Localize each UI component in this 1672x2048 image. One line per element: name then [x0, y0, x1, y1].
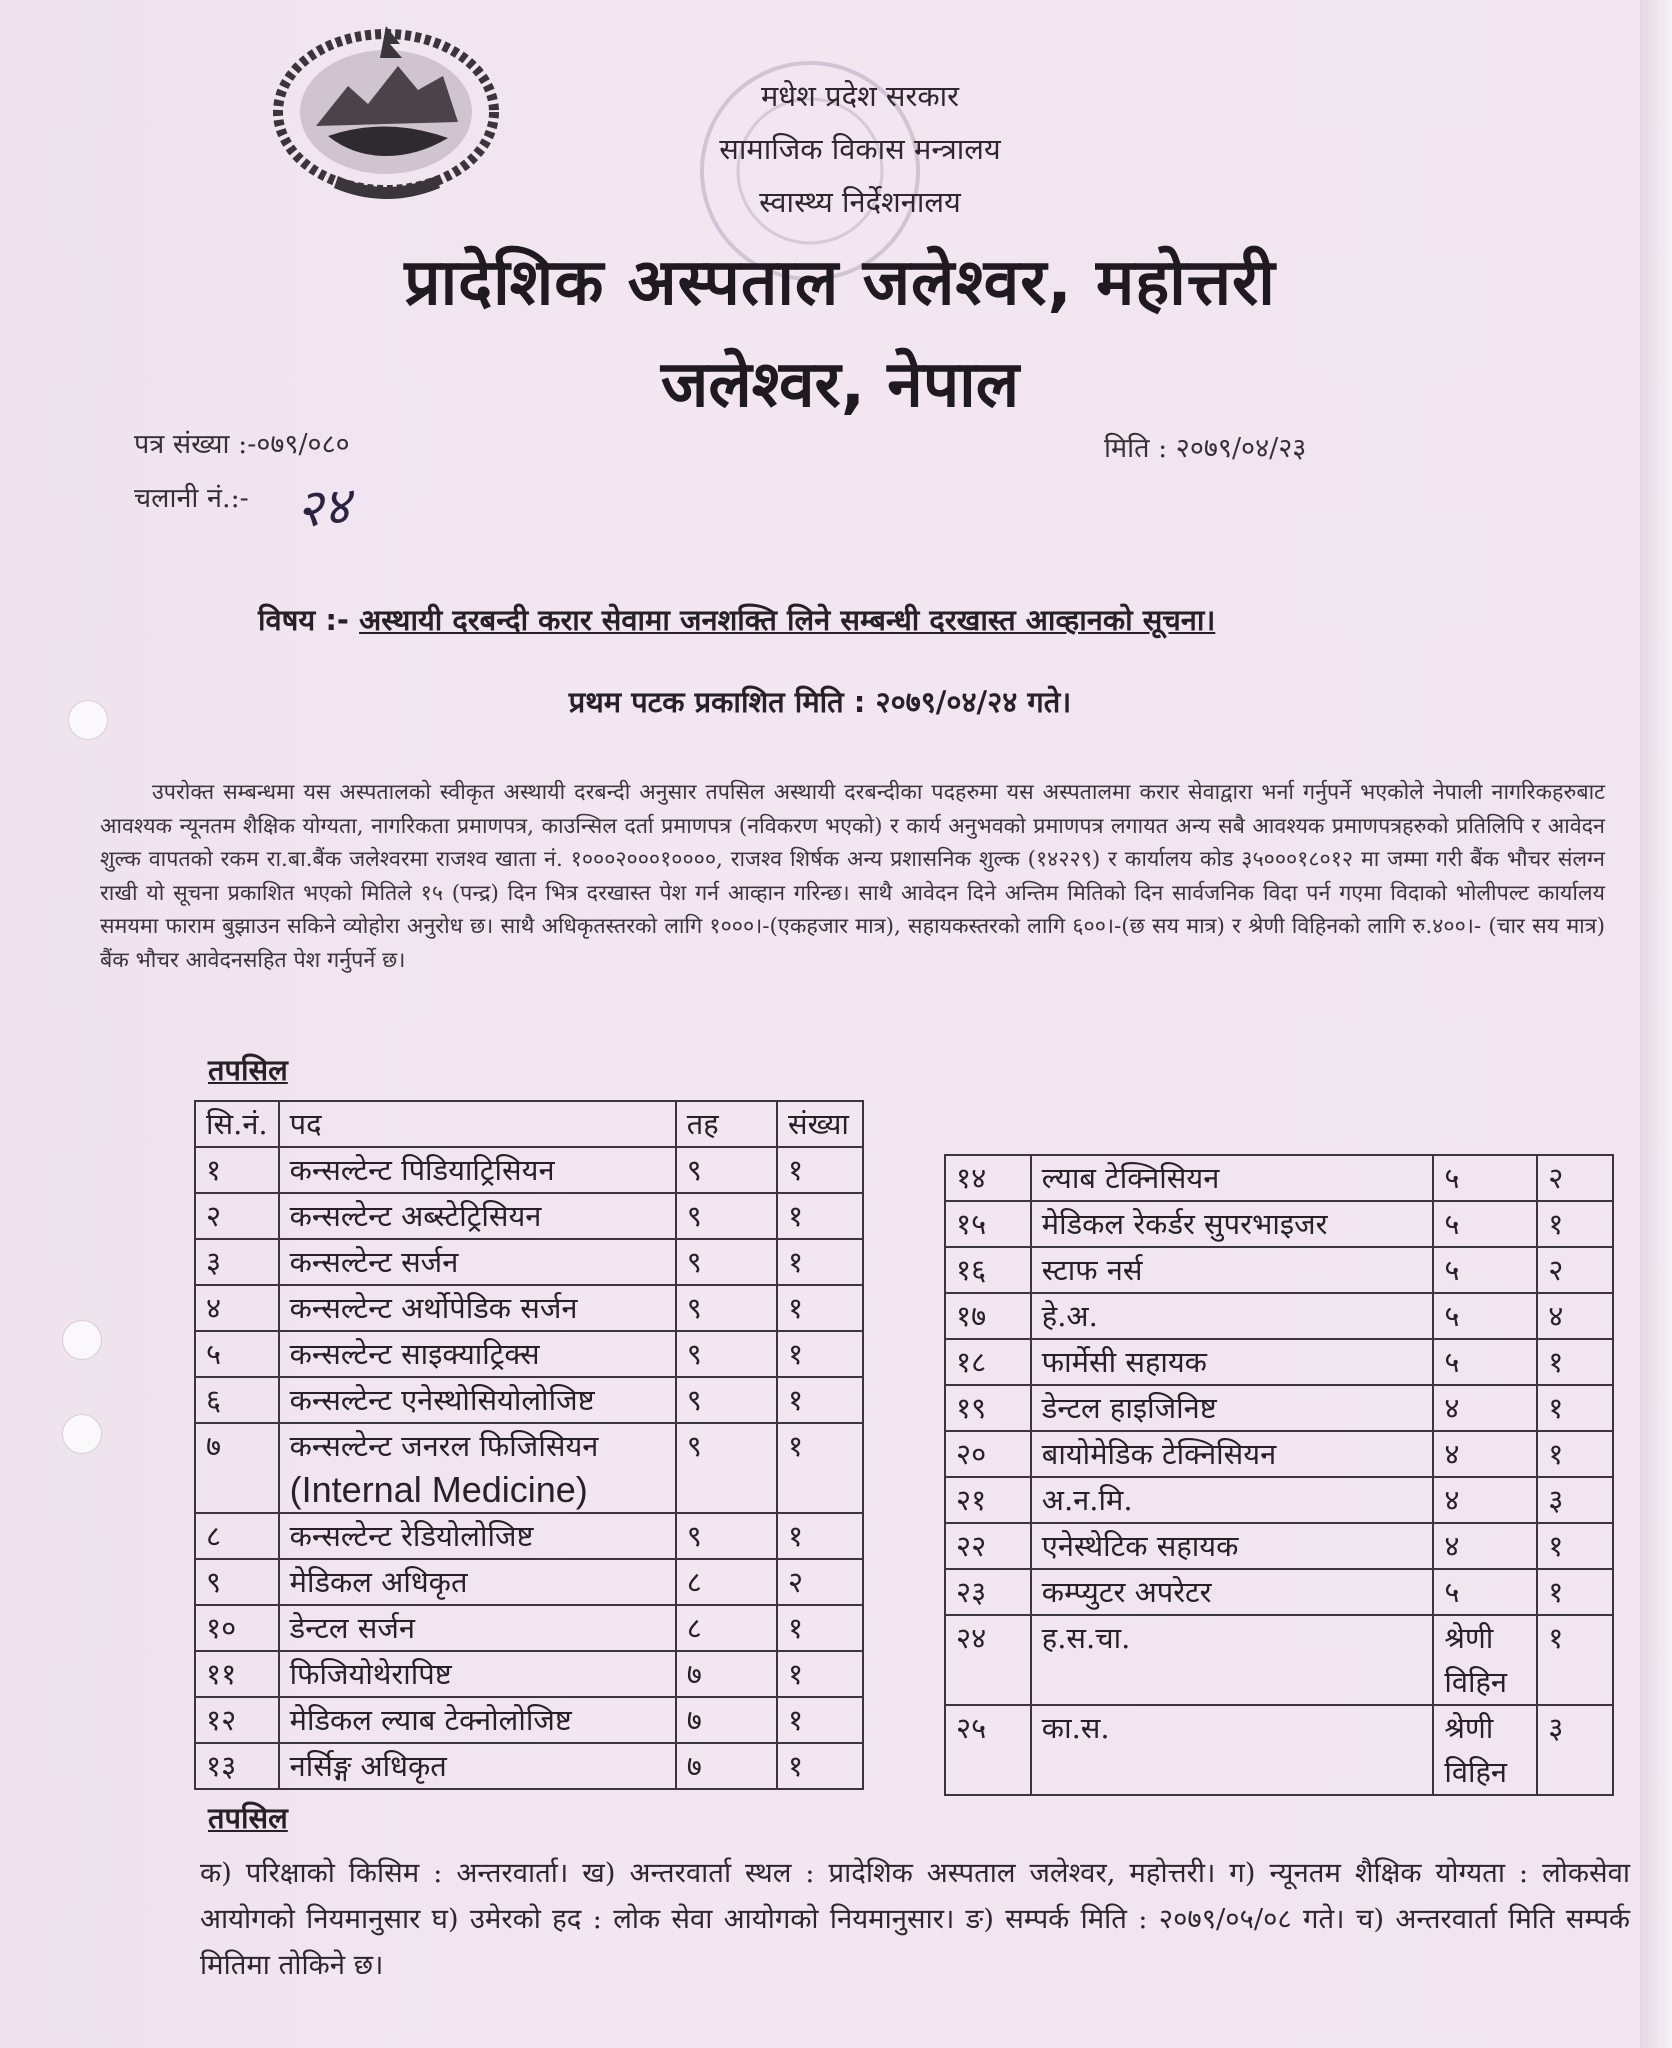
- cell-level: [676, 1239, 777, 1285]
- footer-details: क) परिक्षाको किसिम : अन्तरवार्ता। ख) अन्तरवार्ता स्थल : प्रादेशिक अस्पताल जलेश्वर, महोत्तरी। ग) न्यूनतम शैक्षिक योग्यता : लोकसेवा आयोगको नियमानुसार घ) उमेरको हद : लोक सेवा आयोगको नियमानुसार। ङ) सम्पर्क मिति : २०७९/०५/०८ गते। च) अन्तरवार्ता मिति सम्पर्क मितिमा तोकिने छ।: [200, 1857, 1630, 1981]
- cell-level: [1433, 1569, 1537, 1615]
- cell-count: २: [1537, 1247, 1613, 1293]
- cell-count: १: [1537, 1385, 1613, 1431]
- cell-count: १: [777, 1147, 863, 1193]
- post-name: अ.न.मि.: [1041, 1483, 1133, 1517]
- cell-sn: १०: [195, 1605, 279, 1651]
- page-edge: [1640, 0, 1672, 2048]
- header-count: संख्या: [777, 1101, 863, 1147]
- cell-level: [1433, 1201, 1537, 1247]
- cell-sn: ४: [195, 1285, 279, 1331]
- level-value: ५: [1444, 1299, 1460, 1333]
- subject-text: अस्थायी दरबन्दी करार सेवामा जनशक्ति लिने सम्बन्धी दरखास्त आव्हानको सूचना।: [359, 603, 1216, 637]
- level-value: ९: [686, 1153, 702, 1187]
- footer-heading: तपसिल: [208, 1801, 288, 1835]
- cell-sn: ७: [195, 1423, 279, 1513]
- post-name: नर्सिङ्ग अधिकृत: [289, 1749, 447, 1783]
- cell-sn: ११: [195, 1651, 279, 1697]
- level-value: ९: [686, 1337, 702, 1371]
- post-name: फिजियोथेरापिष्ट: [289, 1657, 452, 1691]
- cell-post: [1031, 1477, 1434, 1523]
- cell-level: [1433, 1705, 1537, 1795]
- cell-sn: ५: [195, 1331, 279, 1377]
- post-name: मेडिकल रेकर्डर सुपरभाइजर: [1041, 1207, 1328, 1241]
- table-row: [945, 1247, 1613, 1293]
- header-post: पद: [279, 1101, 676, 1147]
- post-name: एनेस्थेटिक सहायक: [1041, 1529, 1239, 1563]
- punch-hole: [62, 1320, 102, 1360]
- post-name-extra: (Internal Medicine): [289, 1469, 588, 1510]
- dispatch-number-handwritten: २४: [294, 476, 353, 540]
- cell-level: [1433, 1523, 1537, 1569]
- header-level: तह: [676, 1101, 777, 1147]
- cell-count: १: [777, 1743, 863, 1789]
- cell-count: १: [1537, 1201, 1613, 1247]
- level-value: ४: [1444, 1391, 1460, 1425]
- post-name: डेन्टल हाइजिनिष्ट: [1041, 1391, 1217, 1425]
- office-line-directorate: स्वास्थ्य निर्देशनालय: [759, 185, 961, 219]
- cell-level: [676, 1147, 777, 1193]
- table-row: [195, 1651, 863, 1697]
- notice-date: मिति : २०७९/०४/२३: [1104, 433, 1307, 464]
- cell-count: १: [777, 1697, 863, 1743]
- cell-post: [279, 1285, 676, 1331]
- cell-post: [1031, 1339, 1434, 1385]
- level-value: ९: [686, 1429, 702, 1463]
- cell-post: [1031, 1523, 1434, 1569]
- table-row: [945, 1155, 1613, 1201]
- cell-count: ३: [1537, 1705, 1613, 1795]
- cell-sn: १६: [945, 1247, 1031, 1293]
- cell-count: १: [777, 1331, 863, 1377]
- post-name: कन्सल्टेन्ट सर्जन: [289, 1245, 459, 1279]
- cell-post: [279, 1193, 676, 1239]
- post-name: ह.स.चा.: [1041, 1621, 1131, 1655]
- table-row: [945, 1201, 1613, 1247]
- table-row: [195, 1513, 863, 1559]
- cell-post: [279, 1147, 676, 1193]
- cell-post: [1031, 1201, 1434, 1247]
- letter-number: पत्र संख्या :-०७९/०८०: [134, 429, 350, 460]
- post-name: कम्प्युटर अपरेटर: [1041, 1575, 1212, 1609]
- hospital-title: प्रादेशिक अस्पताल जलेश्वर, महोत्तरी: [404, 246, 1276, 320]
- level-value: ५: [1444, 1161, 1460, 1195]
- office-line-ministry: सामाजिक विकास मन्त्रालय: [719, 132, 1001, 166]
- post-name: ल्याब टेक्निसियन: [1041, 1161, 1220, 1195]
- level-value: श्रेणी: [1444, 1621, 1494, 1655]
- cell-post: [1031, 1431, 1434, 1477]
- post-name: स्टाफ नर्स: [1041, 1253, 1143, 1287]
- cell-sn: ८: [195, 1513, 279, 1559]
- cell-level: [676, 1559, 777, 1605]
- cell-sn: १४: [945, 1155, 1031, 1201]
- cell-sn: १७: [945, 1293, 1031, 1339]
- table-row: [195, 1559, 863, 1605]
- post-name: हे.अ.: [1041, 1299, 1098, 1333]
- cell-count: १: [777, 1377, 863, 1423]
- table-row: [945, 1523, 1613, 1569]
- post-name: कन्सल्टेन्ट रेडियोलोजिष्ट: [289, 1519, 534, 1553]
- cell-post: [279, 1239, 676, 1285]
- cell-count: १: [777, 1285, 863, 1331]
- notice-body: उपरोक्त सम्बन्धमा यस अस्पतालको स्वीकृत अस्थायी दरबन्दी अनुसार तपसिल अस्थायी दरबन्दीका पदहरुमा यस अस्पतालमा करार सेवाद्वारा भर्ना गर्नुपर्ने भएकोले नेपाली नागरिकहरुबाट आवश्यक न्यूनतम शैक्षिक योग्यता, नागरिकता प्रमाणपत्र, काउन्सिल दर्ता प्रमाणपत्र (नविकरण भएको) र कार्य अनुभवको प्रमाणपत्र लगायत अन्य सबै आवश्यक प्रमाणपत्रहरुको प्रतिलिपि र आवेदन शुल्क वापतको रकम रा.बा.बैंक जलेश्वरमा राजश्व खाता नं. १०००२०००१००००, राजश्व शिर्षक अन्य प्रशासनिक शुल्क (१४२२९) र कार्यालय कोड ३५०००१८०१२ मा जम्मा गरी बैंक भौचर संलग्न राखी यो सूचना प्रकाशित भएको मितिले १५ (पन्द्र) दिन भित्र दरखास्त पेश गर्न आव्हान गरिन्छ। साथै आवेदन दिने अन्तिम मितिको दिन सार्वजनिक विदा पर्न गएमा विदाको भोलीपल्ट कार्यालय समयमा फाराम बुझाउन सकिने व्योहोरा अनुरोध छ। साथै अधिकृतस्तरको लागि १०००।-(एकहजार मात्र), सहायकस्तरको लागि ६००।-(छ सय मात्र) र श्रेणी विहिनको लागि रु.४००।- (चार सय मात्र) बैंक भौचर आवेदनसहित पेश गर्नुपर्ने छ।: [100, 780, 1605, 973]
- government-emblem-icon: [268, 16, 504, 200]
- cell-count: १: [777, 1193, 863, 1239]
- cell-post: [279, 1697, 676, 1743]
- cell-post: [1031, 1155, 1434, 1201]
- dispatch-number-label: चलानी नं.:-: [134, 483, 249, 514]
- cell-sn: ९: [195, 1559, 279, 1605]
- table-row: [195, 1239, 863, 1285]
- cell-sn: ३: [195, 1239, 279, 1285]
- level-value: ५: [1444, 1345, 1460, 1379]
- cell-level: [676, 1513, 777, 1559]
- post-name: मेडिकल अधिकृत: [289, 1565, 468, 1599]
- cell-level: [676, 1651, 777, 1697]
- cell-level: [676, 1743, 777, 1789]
- cell-post: [279, 1423, 676, 1513]
- level-value: ७: [686, 1657, 702, 1691]
- cell-post: [1031, 1569, 1434, 1615]
- cell-sn: १८: [945, 1339, 1031, 1385]
- level-value: ९: [686, 1383, 702, 1417]
- cell-level: [676, 1697, 777, 1743]
- post-name: कन्सल्टेन्ट अब्स्टेट्रिसियन: [289, 1199, 542, 1233]
- header-sn: सि.नं.: [195, 1101, 279, 1147]
- posts-table-left: [194, 1100, 864, 1790]
- level-value: ४: [1444, 1483, 1460, 1517]
- cell-post: [1031, 1293, 1434, 1339]
- cell-count: १: [777, 1605, 863, 1651]
- level-value: श्रेणी: [1444, 1711, 1494, 1745]
- table-row: [195, 1423, 863, 1513]
- cell-post: [279, 1559, 676, 1605]
- cell-sn: २३: [945, 1569, 1031, 1615]
- post-name: बायोमेडिक टेक्निसियन: [1041, 1437, 1277, 1471]
- cell-sn: १९: [945, 1385, 1031, 1431]
- post-name: फार्मेसी सहायक: [1041, 1345, 1207, 1379]
- cell-level: [676, 1377, 777, 1423]
- cell-count: ३: [1537, 1477, 1613, 1523]
- cell-post: [279, 1743, 676, 1789]
- cell-post: [279, 1377, 676, 1423]
- cell-sn: २४: [945, 1615, 1031, 1705]
- level-value-line2: विहिन: [1444, 1665, 1507, 1699]
- cell-level: [1433, 1385, 1537, 1431]
- cell-sn: १५: [945, 1201, 1031, 1247]
- office-line-government: मधेश प्रदेश सरकार: [760, 79, 960, 113]
- level-value: ५: [1444, 1575, 1460, 1609]
- post-name: कन्सल्टेन्ट साइक्याट्रिक्स: [289, 1337, 540, 1371]
- level-value: ७: [686, 1703, 702, 1737]
- post-name: कन्सल्टेन्ट एनेस्थोसियोलोजिष्ट: [289, 1383, 595, 1417]
- office-hierarchy: [640, 70, 1080, 229]
- level-value: ५: [1444, 1207, 1460, 1241]
- cell-level: [1433, 1339, 1537, 1385]
- cell-level: [1433, 1155, 1537, 1201]
- subject-line: [258, 600, 1215, 639]
- table-row: [945, 1293, 1613, 1339]
- cell-post: [279, 1605, 676, 1651]
- cell-sn: २: [195, 1193, 279, 1239]
- cell-count: २: [1537, 1155, 1613, 1201]
- cell-sn: १३: [195, 1743, 279, 1789]
- cell-count: १: [1537, 1339, 1613, 1385]
- table-row: [945, 1385, 1613, 1431]
- cell-sn: १२: [195, 1697, 279, 1743]
- cell-count: ४: [1537, 1293, 1613, 1339]
- cell-count: १: [1537, 1431, 1613, 1477]
- cell-count: १: [1537, 1569, 1613, 1615]
- level-value: ४: [1444, 1529, 1460, 1563]
- cell-sn: २२: [945, 1523, 1031, 1569]
- cell-sn: ६: [195, 1377, 279, 1423]
- cell-count: १: [777, 1423, 863, 1513]
- table-row: [195, 1605, 863, 1651]
- level-value: ९: [686, 1199, 702, 1233]
- table-row: [945, 1339, 1613, 1385]
- cell-post: [279, 1513, 676, 1559]
- cell-count: १: [777, 1513, 863, 1559]
- hospital-location: जलेश्वर, नेपाल: [660, 348, 1020, 422]
- cell-post: [1031, 1385, 1434, 1431]
- cell-level: [1433, 1615, 1537, 1705]
- level-value: ५: [1444, 1253, 1460, 1287]
- table-row: [945, 1569, 1613, 1615]
- cell-post: [1031, 1615, 1434, 1705]
- table-header-row: [195, 1101, 863, 1147]
- post-name: कन्सल्टेन्ट पिडियाट्रिसियन: [289, 1153, 555, 1187]
- cell-level: [676, 1423, 777, 1513]
- cell-post: [279, 1651, 676, 1697]
- cell-post: [1031, 1705, 1434, 1795]
- cell-sn: २०: [945, 1431, 1031, 1477]
- punch-hole: [62, 1414, 102, 1454]
- table-row: [945, 1431, 1613, 1477]
- cell-count: १: [1537, 1615, 1613, 1705]
- table-row: [195, 1377, 863, 1423]
- cell-post: [279, 1331, 676, 1377]
- cell-sn: २१: [945, 1477, 1031, 1523]
- table-row: [195, 1193, 863, 1239]
- cell-sn: २५: [945, 1705, 1031, 1795]
- post-name: कन्सल्टेन्ट अर्थोपेडिक सर्जन: [289, 1291, 578, 1325]
- table-row: [195, 1147, 863, 1193]
- level-value: ९: [686, 1291, 702, 1325]
- table-row: [195, 1697, 863, 1743]
- table-row: [195, 1331, 863, 1377]
- level-value-line2: विहिन: [1444, 1755, 1507, 1789]
- cell-sn: १: [195, 1147, 279, 1193]
- table-heading: तपसिल: [208, 1053, 288, 1087]
- table-row: [945, 1477, 1613, 1523]
- post-name: का.स.: [1041, 1711, 1110, 1745]
- cell-level: [676, 1193, 777, 1239]
- first-published-date: प्रथम पटक प्रकाशित मिति : २०७९/०४/२४ गते।: [568, 685, 1072, 719]
- level-value: ९: [686, 1519, 702, 1553]
- post-name: डेन्टल सर्जन: [289, 1611, 415, 1645]
- cell-level: [1433, 1431, 1537, 1477]
- punch-hole: [68, 700, 108, 740]
- cell-level: [1433, 1247, 1537, 1293]
- cell-level: [676, 1331, 777, 1377]
- table-row: [195, 1743, 863, 1789]
- cell-level: [676, 1605, 777, 1651]
- level-value: ८: [686, 1611, 702, 1645]
- cell-count: १: [1537, 1523, 1613, 1569]
- post-name: कन्सल्टेन्ट जनरल फिजिसियन: [289, 1429, 599, 1463]
- cell-post: [1031, 1247, 1434, 1293]
- table-row: [945, 1615, 1613, 1705]
- level-value: ७: [686, 1749, 702, 1783]
- posts-table-right: [944, 1154, 1614, 1796]
- cell-count: २: [777, 1559, 863, 1605]
- subject-label: विषय :-: [258, 603, 349, 637]
- cell-level: [1433, 1477, 1537, 1523]
- level-value: ८: [686, 1565, 702, 1599]
- table-row: [945, 1705, 1613, 1795]
- cell-level: [676, 1285, 777, 1331]
- cell-count: १: [777, 1651, 863, 1697]
- post-name: मेडिकल ल्याब टेक्नोलोजिष्ट: [289, 1703, 572, 1737]
- level-value: ९: [686, 1245, 702, 1279]
- table-row: [195, 1285, 863, 1331]
- cell-count: १: [777, 1239, 863, 1285]
- cell-level: [1433, 1293, 1537, 1339]
- level-value: ४: [1444, 1437, 1460, 1471]
